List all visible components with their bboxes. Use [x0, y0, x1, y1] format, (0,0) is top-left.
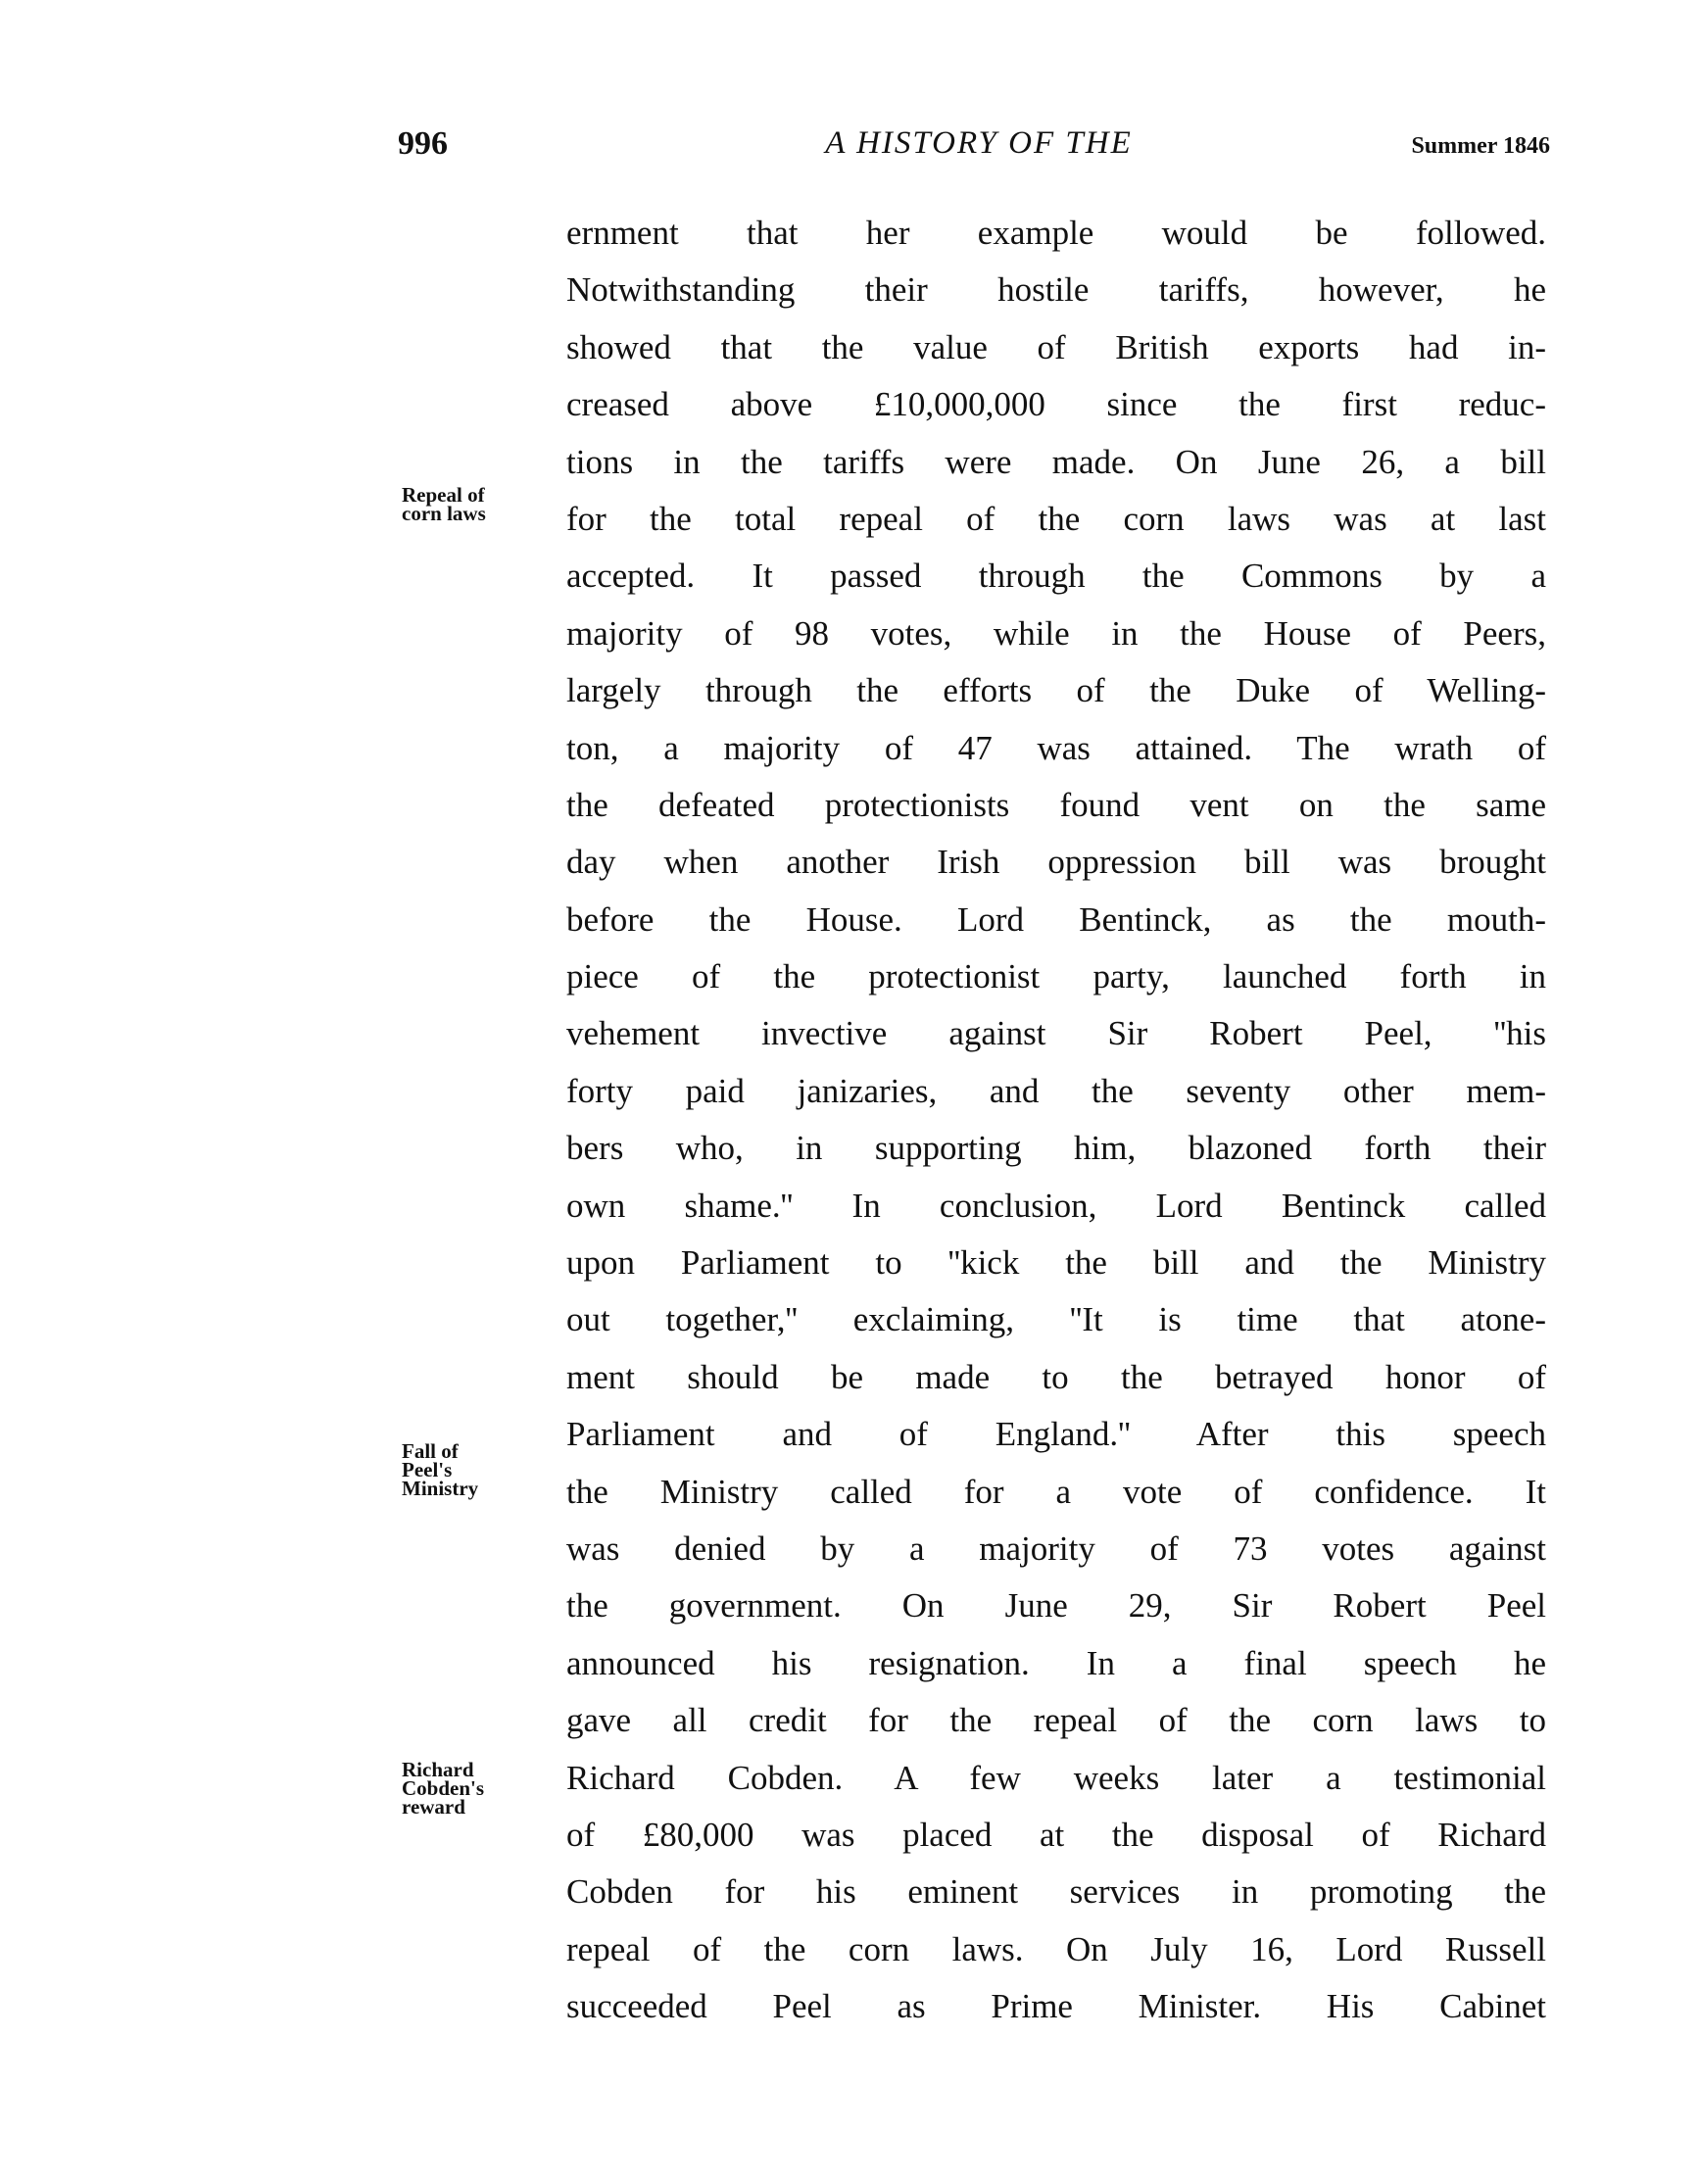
margin-note-line: Peel's — [402, 1458, 453, 1481]
running-date: Summer 1846 — [1411, 133, 1550, 159]
text-line: repeal of the corn laws. On July 16, Lord Russell — [566, 1929, 1546, 1968]
text-line: of £80,000 was placed at the disposal of Richard — [566, 1815, 1546, 1854]
margin-note-line: Repeal of — [402, 483, 485, 507]
text-line: ton, a majority of 47 was attained. The wrath of — [566, 728, 1546, 767]
page-number: 996 — [398, 125, 448, 162]
margin-note-line: Fall of — [402, 1439, 459, 1463]
text-line: ernment that her example would be followed. — [566, 214, 1546, 252]
text-line: own shame.'' In conclusion, Lord Bentinck called — [566, 1186, 1546, 1225]
text-line: the Ministry called for a vote of confidence. It — [566, 1472, 1546, 1511]
text-line: the government. On June 29, Sir Robert Peel — [566, 1586, 1546, 1626]
text-line: the defeated protectionists found vent on the same — [566, 785, 1546, 824]
body-text — [566, 205, 1546, 2036]
text-line: day when another Irish oppression bill was brought — [566, 843, 1546, 882]
text-line: Cobden for his eminent services in promoting the — [566, 1872, 1546, 1912]
text-line: upon Parliament to ''kick the bill and the Ministry — [566, 1243, 1546, 1283]
text-line: announced his resignation. In a final speech he — [566, 1643, 1546, 1682]
text-line: succeeded Peel as Prime Minister. His Cabinet — [566, 1987, 1546, 2026]
margin-note-line: Ministry — [402, 1477, 479, 1500]
text-line: vehement invective against Sir Robert Peel, ''his — [566, 1014, 1546, 1053]
text-line: tions in the tariffs were made. On June 26, a bill — [566, 442, 1546, 481]
text-line: out together,'' exclaiming, ''It is time that atone- — [566, 1300, 1546, 1339]
text-line: for the total repeal of the corn laws was at last — [566, 499, 1546, 538]
text-line: Parliament and of England.'' After this speech — [566, 1415, 1546, 1454]
text-line: ment should be made to the betrayed honor of — [566, 1357, 1546, 1396]
text-line: largely through the efforts of the Duke of Welling- — [566, 671, 1546, 710]
text-line: forty paid janizaries, and the seventy other mem- — [566, 1071, 1546, 1110]
margin-note-line: corn laws — [402, 502, 486, 525]
margin-note-cobden — [402, 1758, 485, 1819]
text-line: gave all credit for the repeal of the corn laws to — [566, 1701, 1546, 1740]
text-line: Notwithstanding their hostile tariffs, however, he — [566, 270, 1546, 310]
running-title: A HISTORY OF THE — [825, 125, 1133, 161]
margin-note-line: reward — [402, 1795, 465, 1819]
margin-note-fall — [402, 1439, 479, 1500]
margin-note-repeal — [402, 483, 486, 525]
text-line: bers who, in supporting him, blazoned forth their — [566, 1129, 1546, 1168]
text-line: creased above £10,000,000 since the first reduc- — [566, 385, 1546, 424]
margin-note-line: Richard — [402, 1758, 474, 1781]
text-line: piece of the protectionist party, launched forth in — [566, 957, 1546, 996]
margin-note-line: Cobden's — [402, 1776, 485, 1800]
text-line: accepted. It passed through the Commons by a — [566, 557, 1546, 596]
text-line: majority of 98 votes, while in the House of Peers, — [566, 613, 1546, 653]
text-line: was denied by a majority of 73 votes against — [566, 1529, 1546, 1568]
text-line: showed that the value of British exports had in- — [566, 327, 1546, 366]
text-line: before the House. Lord Bentinck, as the mouth- — [566, 899, 1546, 939]
text-line: Richard Cobden. A few weeks later a testimonial — [566, 1758, 1546, 1797]
